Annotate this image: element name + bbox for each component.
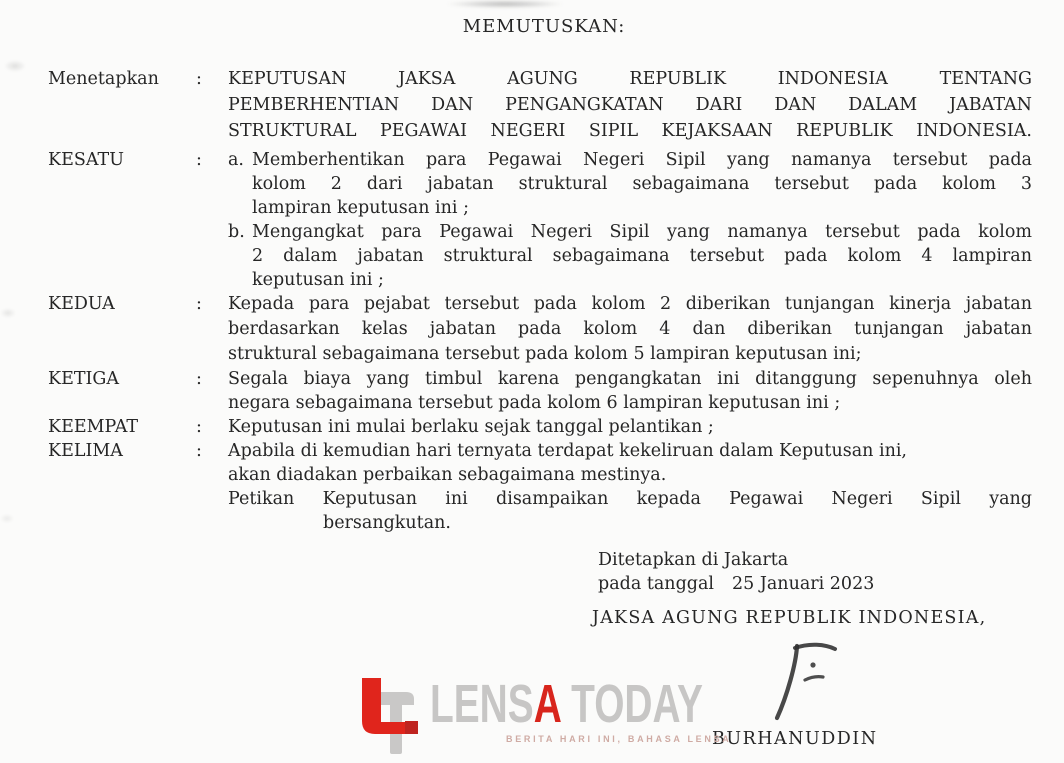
decision-heading: MEMUTUSKAN:	[462, 16, 626, 37]
clause-menetapkan	[48, 66, 1032, 144]
scan-speck	[0, 308, 16, 318]
doc-line: STRUKTURAL PEGAWAI NEGERI SIPIL KEJAKSAAN REPUBLIK INDONESIA.	[228, 121, 1032, 141]
clause-kedua	[48, 292, 1032, 367]
doc-line: Memberhentikan para Pegawai Negeri Sipil yang namanya tersebut pada	[252, 150, 1032, 170]
brand-pre: LENS	[430, 674, 534, 734]
doc-line: Petikan Keputusan ini disampaikan kepada Pegawai Negeri Sipil yang	[228, 489, 1032, 509]
clause-kesatu	[48, 148, 1032, 292]
doc-line: struktural sebagaimana tersebut pada kolom 5 lampiran keputusan ini;	[228, 344, 862, 364]
signoff-block	[598, 548, 874, 596]
doc-line: PEMBERHENTIAN DAN PENGANGKATAN DARI DAN DALAM JABATAN	[228, 95, 1032, 115]
clause-keempat	[48, 415, 1032, 439]
doc-line: berdasarkan kelas jabatan pada kolom 4 dan diberikan tunjangan jabatan	[228, 319, 1032, 339]
clause-ketiga	[48, 367, 1032, 415]
scan-speck	[0, 514, 14, 523]
clause-label: KETIGA	[48, 369, 120, 389]
list-item-a	[228, 148, 1032, 220]
clause-list	[48, 66, 1032, 535]
clause-kelima	[48, 439, 1032, 487]
doc-line: KEPUTUSAN JAKSA AGUNG REPUBLIK INDONESIA TENTANG	[228, 69, 1032, 89]
clause-label: KESATU	[48, 150, 124, 170]
clause-colon: :	[196, 441, 202, 461]
clause-colon: :	[196, 369, 202, 389]
doc-line: bersangkutan.	[323, 513, 451, 533]
item-marker: a.	[228, 150, 244, 170]
clause-label: KEEMPAT	[48, 417, 139, 437]
doc-line: 2 dalam jabatan struktural sebagaimana tersebut pada kolom 4 lampiran	[252, 246, 1032, 266]
scan-speck	[4, 60, 26, 72]
signoff-date-label: pada tanggal	[598, 574, 715, 594]
clause-label: KEDUA	[48, 294, 115, 314]
doc-line: lampiran keputusan ini ;	[252, 198, 469, 218]
brand-accent-letter: A	[533, 674, 561, 734]
lensa-today-logo-icon	[362, 678, 422, 763]
clause-label: KELIMA	[48, 441, 123, 461]
brand-wordmark	[430, 674, 703, 734]
list-item-b	[228, 220, 1032, 292]
signoff-dateline	[598, 572, 874, 596]
closing-paragraph	[48, 487, 1032, 535]
doc-line: Apabila di kemudian hari ternyata terdapat kekeliruan dalam Keputusan ini,	[228, 441, 907, 461]
doc-line: Keputusan ini mulai berlaku sejak tanggal pelantikan ;	[228, 417, 714, 437]
clause-colon: :	[196, 417, 202, 437]
lensa-today-watermark	[360, 676, 740, 760]
clause-colon: :	[196, 294, 202, 314]
clause-label: Menetapkan	[48, 69, 159, 89]
brand-post: TODAY	[560, 674, 703, 734]
item-marker: b.	[228, 222, 245, 242]
doc-line: kolom 2 dari jabatan struktural sebagaimana tersebut pada kolom 3	[252, 174, 1032, 194]
brand-tagline: BERITA HARI INI, BAHASA LENSA	[506, 734, 732, 744]
doc-line: negara sebagaimana tersebut pada kolom 6 lampiran keputusan ini ;	[228, 393, 841, 413]
clause-colon: :	[196, 69, 202, 89]
clause-colon: :	[196, 150, 202, 170]
doc-line: akan diadakan perbaikan sebagaimana mestinya.	[228, 465, 667, 485]
doc-line: Mengangkat para Pegawai Negeri Sipil yang namanya tersebut pada kolom	[252, 222, 1032, 242]
signature-mark	[753, 638, 845, 734]
signoff-place: Ditetapkan di Jakarta	[598, 550, 789, 570]
doc-line: keputusan ini ;	[252, 270, 384, 290]
authority-title: JAKSA AGUNG REPUBLIK INDONESIA,	[592, 608, 987, 628]
doc-line: Segala biaya yang timbul karena pengangkatan ini ditanggung sepenuhnya oleh	[228, 369, 1032, 389]
signer-name: BURHANUDDIN	[712, 729, 878, 749]
scan-smudge	[445, 0, 565, 8]
doc-line: Kepada para pejabat tersebut pada kolom 2 diberikan tunjangan kinerja jabatan	[228, 294, 1032, 314]
signoff-date-value: 25 Januari 2023	[732, 574, 875, 594]
